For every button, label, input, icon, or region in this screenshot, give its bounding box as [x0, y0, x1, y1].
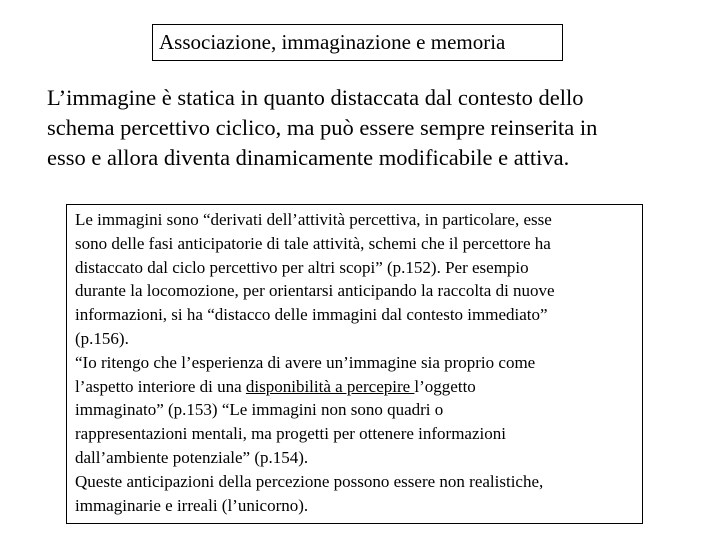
quote-text: l’oggetto — [414, 376, 476, 396]
underlined-phrase: disponibilità a percepire — [245, 376, 415, 396]
quote-box — [66, 204, 643, 524]
quote-line — [75, 375, 642, 399]
quote-line: Le immagini sono “derivati dell’attività percettiva, in particolare, esse — [75, 210, 552, 229]
intro-line: schema percettivo ciclico, ma può essere sempre reinserita in — [47, 115, 598, 140]
quote-line: dall’ambiente potenziale” (p.154). — [75, 447, 309, 467]
quote-line: (p.156). — [75, 328, 129, 348]
slide-title: Associazione, immaginazione e memoria — [152, 24, 563, 61]
quote-line: immaginato” (p.153) “Le immagini non sono quadri o — [75, 400, 444, 420]
quote-line: “Io ritengo che l’esperienza di avere un’immagine sia proprio come — [75, 352, 536, 372]
quote-line: sono delle fasi anticipatorie di tale attività, schemi che il percettore ha — [75, 233, 551, 253]
quote-line: immaginarie e irreali (l’unicorno). — [75, 495, 309, 515]
intro-line: L’immagine è statica in quanto distaccata dal contesto dello — [47, 85, 584, 110]
quote-line: distaccato dal ciclo percettivo per altri scopi” (p.152). Per esempio — [75, 257, 529, 277]
quote-line: rappresentazioni mentali, ma progetti per ottenere informazioni — [75, 424, 506, 444]
quote-line: durante la locomozione, per orientarsi anticipando la raccolta di nuove — [75, 281, 555, 301]
intro-paragraph — [47, 83, 687, 173]
quote-line: Queste anticipazioni della percezione possono essere non realistiche, — [75, 471, 544, 491]
quote-text: l’aspetto interiore di una — [75, 376, 246, 396]
quote-line: informazioni, si ha “distacco delle immagini dal contesto immediato” — [75, 305, 548, 325]
intro-line: esso e allora diventa dinamicamente modificabile e attiva. — [47, 145, 570, 170]
